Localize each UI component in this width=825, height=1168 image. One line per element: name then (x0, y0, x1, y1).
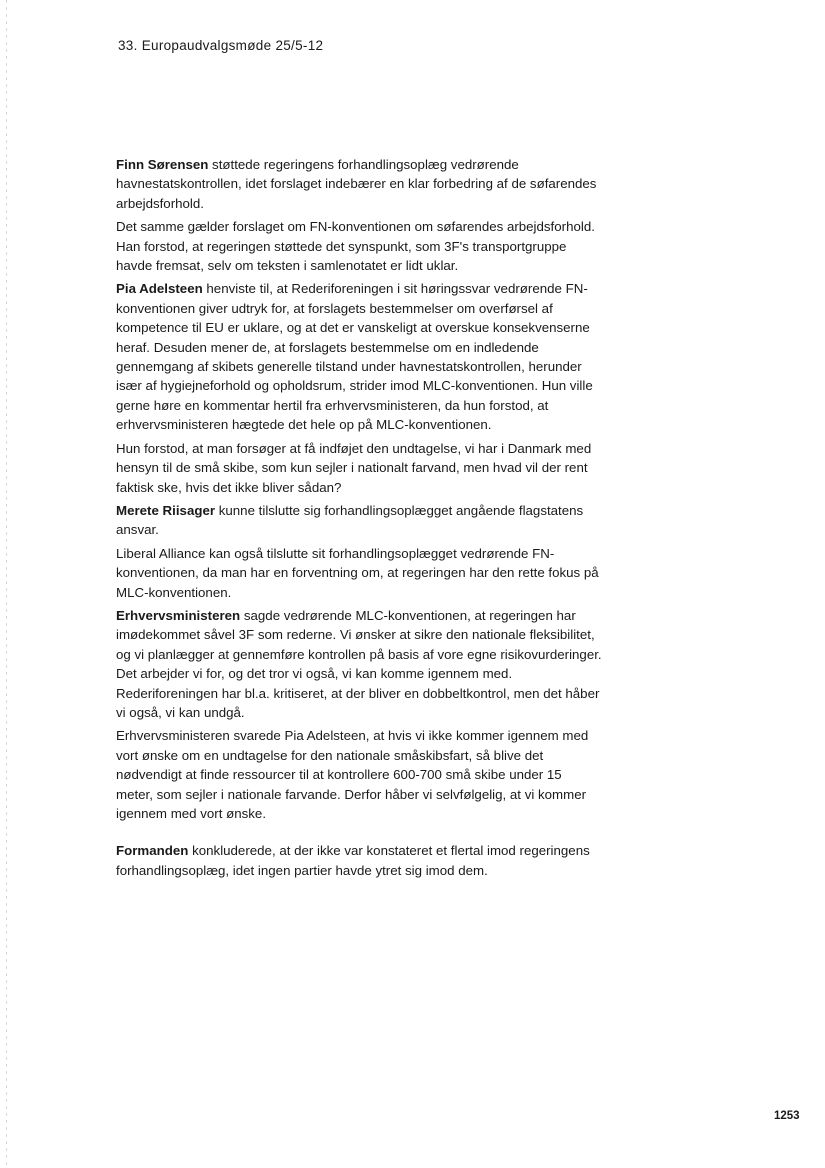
speaker-name: Pia Adelsteen (116, 281, 203, 297)
paragraph-text: sagde vedrørende MLC-konventionen, at regeringen har imødekommet såvel 3F som rederne. Vi ønsker at sikre den nationale fleksibilitet, og vi planlægger at gennemføre kontrollen på basis af vore egne risikovurderinger. Det arbejder vi for, og det tror vi også, vi kan komme igennem med. Rederiforeningen har bl.a. kritiseret, at der bliver en dobbeltkontrol, men det håber vi også, vi kan undgå. (116, 607, 602, 720)
paragraph-pia-adelsteen (116, 279, 602, 434)
paragraph-text: Erhvervsministeren svarede Pia Adelsteen, at hvis vi ikke kommer igennem med vort ønske om en undtagelse for den nationale småskibsfart, så blive det nødvendigt at finde ressourcer til at kontrollere 600-700 små skibe under 15 meter, som sejler i nationale farvande. Derfor håber vi selvfølgelig, at vi kommer igennem med vort ønske. (116, 728, 589, 821)
paragraph-text: Hun forstod, at man forsøger at få indføjet den undtagelse, vi har i Danmark med hensyn til de små skibe, som kun sejler i nationalt farvand, men hvad vil der rent faktisk ske, hvis det ikke bliver sådan? (116, 440, 592, 495)
paragraph-exception (116, 439, 602, 497)
paragraph-text: kunne tilslutte sig forhandlingsoplægget angående flagstatens ansvar. (116, 502, 584, 538)
paragraph-fn-convention (116, 217, 602, 275)
paragraph-text: støttede regeringens forhandlingsoplæg vedrørende havnestatskontrollen, idet forslaget indebærer en klar forbedring af de søfarendes arbejdsforhold. (116, 157, 597, 211)
speaker-name: Finn Sørensen (116, 157, 209, 172)
speaker-name: Erhvervsministeren (116, 607, 241, 623)
paragraph-finn-sorensen (116, 155, 602, 213)
paragraph-liberal-alliance (116, 544, 602, 602)
paragraph-text: Det samme gælder forslaget om FN-konventionen om søfarendes arbejdsforhold. Han forstod, at regeringen støttede det synspunkt, som 3F's transportgruppe havde fremsat, selv om teksten i samlenotatet er lidt uklar. (116, 219, 595, 274)
paragraph-formanden (116, 841, 602, 880)
paragraph-text: konkluderede, at der ikke var konstateret et flertal imod regeringens forhandlingsoplæg, idet ingen partier havde ytret sig imod dem. (116, 843, 590, 878)
speaker-name: Formanden (116, 843, 189, 859)
paragraph-text: Liberal Alliance kan også tilslutte sit forhandlingsoplægget vedrørende FN-konventionen, da man har en forventning om, at regeringen har den rette fokus på MLC-konventionen. (116, 545, 599, 600)
page-header: 33. Europaudvalgsmøde 25/5-12 (118, 38, 324, 53)
minutes-body (116, 155, 602, 884)
paragraph-merete-riisager (116, 501, 602, 540)
speaker-name: Merete Riisager (116, 502, 216, 518)
scan-edge-line (6, 0, 7, 1168)
paragraph-minister-reply (116, 726, 602, 823)
page-number: 1253 (774, 1110, 800, 1122)
paragraph-erhvervsministeren (116, 606, 602, 722)
paragraph-text: henviste til, at Rederiforeningen i sit høringssvar vedrørende FN-konventionen giver udtryk for, at forslagets bestemmelser om overførsel af kompetence til EU er uklare, og at det er vanskeligt at overskue konsekvenserne heraf. Desuden mener de, at forslagets bestemmelse om en indledende gennemgang af skibets generelle tilstand under havnestatskontrollen, herunder især af hygiejneforhold og opholdsrum, strider imod MLC-konventionen. Hun ville gerne høre en kommentar hertil fra erhvervsministeren, da hun forstod, at erhvervsministeren hægtede det hele op på MLC-konventionen. (116, 281, 593, 433)
